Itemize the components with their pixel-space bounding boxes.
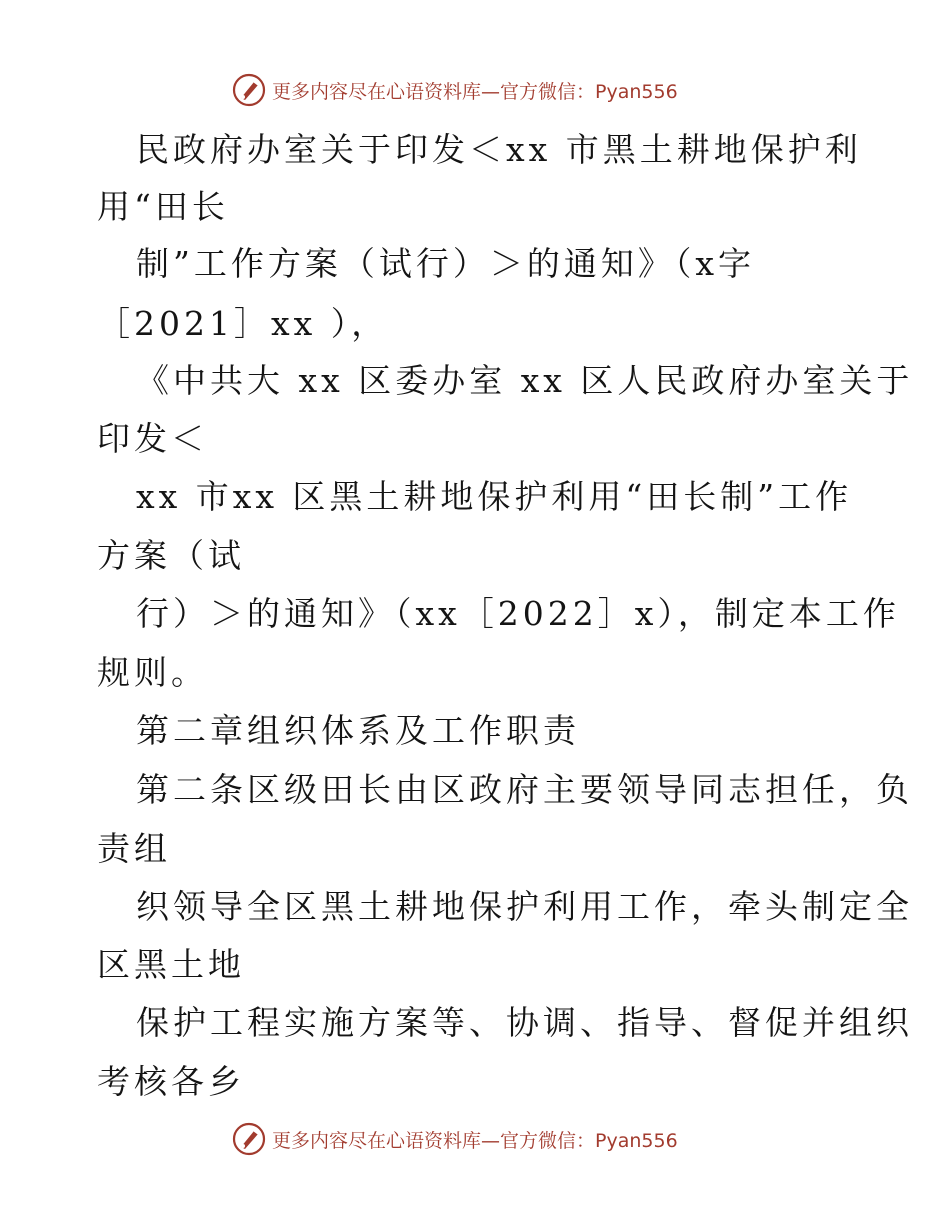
text-line: 责组 (97, 829, 171, 868)
text-line: ［2021］xx ）， (97, 304, 389, 343)
text-line: 《中共大 xx 区委办室 xx 区人民政府办室关于 (136, 361, 914, 400)
header-watermark-text (272, 77, 678, 104)
text-line: 区黑土地 (97, 945, 245, 984)
text-line: 行）＞的通知》（xx［2022］x），制定本工作 (136, 594, 900, 633)
header-watermark-handle: Pyan556 (595, 80, 678, 103)
text-line: xx 市xx 区黑土耕地保护利用“田长制”工作 (136, 477, 853, 516)
footer-watermark-handle: Pyan556 (595, 1129, 678, 1152)
text-line: 第二条区级田长由区政府主要领导同志担任，负 (136, 770, 913, 809)
quill-pen-logo-icon (232, 1122, 266, 1156)
text-line: 织领导全区黑土耕地保护利用工作，牵头制定全 (136, 887, 913, 926)
text-line: 考核各乡 (97, 1062, 245, 1101)
text-line: 规则。 (97, 653, 208, 692)
footer-watermark-banner (232, 1121, 752, 1157)
text-line: 制”工作方案（试行）＞的通知》（x字 (136, 244, 755, 283)
quill-pen-logo-icon (232, 73, 266, 107)
header-watermark-label: 更多内容尽在心语资料库—官方微信： (272, 80, 596, 103)
text-line: 保护工程实施方案等、协调、指导、督促并组织 (136, 1003, 913, 1042)
text-line: 用“田长 (97, 187, 229, 226)
header-watermark-banner (232, 72, 752, 108)
footer-watermark-text (272, 1126, 678, 1153)
text-line: 方案（试 (97, 536, 245, 575)
text-line: 民政府办室关于印发＜xx 市黑土耕地保护利 (136, 130, 862, 169)
text-line: 印发＜ (97, 419, 208, 458)
section-heading: 第二章组织体系及工作职责 (136, 711, 580, 750)
footer-watermark-label: 更多内容尽在心语资料库—官方微信： (272, 1129, 596, 1152)
